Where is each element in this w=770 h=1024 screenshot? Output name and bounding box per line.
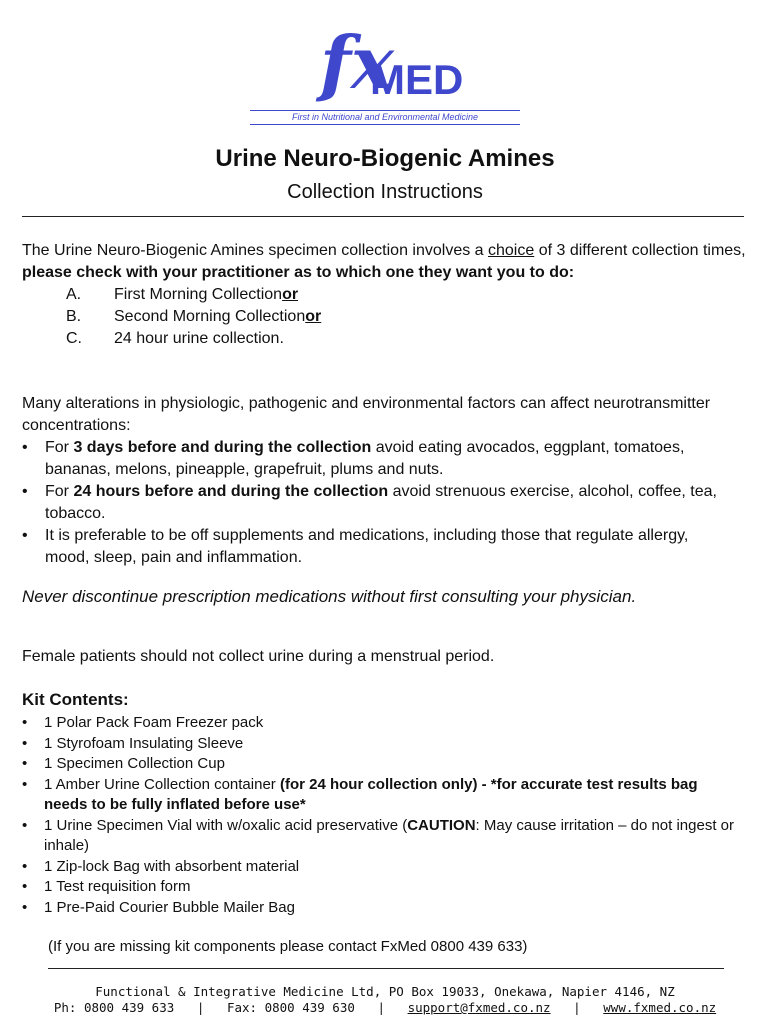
- female-note: Female patients should not collect urine during a menstrual period.: [22, 648, 495, 665]
- option-text: First Morning Collection: [114, 286, 283, 303]
- item-text: : May cause irritation – do not ingest or inhale): [44, 816, 735, 854]
- list-item: [22, 437, 747, 481]
- footer-phone: Ph: 0800 439 633: [53, 1000, 175, 1015]
- footer-address: Functional & Integrative Medicine Ltd, PO Box 19033, Onekawa, Napier 4146, NZ: [95, 984, 675, 999]
- intro-choice: choice: [488, 242, 535, 259]
- missing-kit-note: (If you are missing kit components please contact FxMed 0800 439 633): [48, 938, 528, 955]
- intro-text-1: The Urine Neuro-Biogenic Amines specimen collection involves a: [22, 242, 488, 259]
- logo-brand: MED: [370, 56, 464, 103]
- collection-options: [66, 284, 321, 350]
- list-item: [22, 898, 747, 919]
- item-text: avoid strenuous exercise, alcohol, coffee, tea, tobacco.: [45, 483, 717, 522]
- email-link[interactable]: support@fxmed.co.nz: [407, 1000, 551, 1015]
- footer-divider: [48, 968, 724, 969]
- item-text: For: [45, 483, 74, 500]
- intro-paragraph: [22, 240, 752, 284]
- list-item: [22, 481, 747, 525]
- kit-list: [22, 713, 747, 918]
- page-subtitle: Collection Instructions: [287, 181, 483, 203]
- list-item: [22, 754, 747, 775]
- item-bold: (for 24 hour collection only) - *for accurate test results bag needs to be fully inflated before use*: [44, 775, 698, 813]
- tagline: First in Nutritional and Environmental Medicine: [291, 112, 479, 122]
- option-or: or: [305, 308, 322, 325]
- option-letter: B.: [66, 308, 82, 325]
- item-text: 1 Zip-lock Bag with absorbent material: [44, 857, 300, 875]
- item-bold: 3 days before and during the collection: [73, 439, 372, 456]
- item-text: 1 Specimen Collection Cup: [44, 755, 225, 772]
- item-bold: CAUTION: [407, 816, 476, 834]
- item-text: It is preferable to be off supplements and medications, including those that regulate allergy, mood, sleep, pain and inflammation.: [45, 527, 689, 566]
- option-a: [66, 284, 321, 306]
- footer-separator: |: [377, 1000, 385, 1015]
- item-bold: 24 hours before and during the collection: [73, 483, 389, 500]
- footer-contact: [0, 1000, 770, 1015]
- option-letter: A.: [66, 286, 82, 303]
- option-text: 24 hour urine collection.: [114, 330, 284, 347]
- title-divider: [22, 216, 744, 217]
- list-item: [22, 734, 747, 755]
- list-item: [22, 525, 747, 569]
- footer-separator: |: [573, 1000, 581, 1015]
- option-c: [66, 328, 321, 350]
- footer-separator: |: [196, 1000, 205, 1015]
- list-item: [22, 816, 747, 857]
- kit-heading: Kit Contents:: [22, 690, 129, 709]
- option-letter: C.: [66, 330, 82, 347]
- option-text: Second Morning Collection: [114, 308, 306, 325]
- item-text: 1 Amber Urine Collection container: [44, 775, 280, 793]
- website-link[interactable]: www.fxmed.co.nz: [603, 1000, 717, 1015]
- alterations-list: [22, 437, 747, 569]
- list-item: [22, 857, 747, 878]
- option-or: or: [282, 286, 299, 303]
- item-text: avoid eating avocados, eggplant, tomatoes, bananas, melons, pineapple, grapefruit, plums and nuts.: [45, 439, 685, 478]
- logo-mark: fx: [320, 20, 394, 105]
- item-text: 1 Pre-Paid Courier Bubble Mailer Bag: [44, 898, 295, 916]
- warning-text: Never discontinue prescription medications without first consulting your physician.: [22, 587, 637, 606]
- list-item: [22, 877, 747, 898]
- intro-text-2: of 3 different collection times,: [534, 242, 746, 259]
- item-text: 1 Urine Specimen Vial with w/oxalic acid preservative (: [44, 816, 408, 834]
- list-item: [22, 713, 747, 734]
- page-title: Urine Neuro-Biogenic Amines: [215, 145, 555, 172]
- option-b: [66, 306, 321, 328]
- footer-fax: Fax: 0800 439 630: [226, 1000, 355, 1015]
- item-text: 1 Polar Pack Foam Freezer pack: [44, 714, 264, 731]
- alterations-intro: Many alterations in physiologic, pathogenic and environmental factors can affect neurotransmitter concentrations:: [22, 395, 711, 434]
- logo-rule-top: [250, 110, 520, 111]
- list-item: [22, 775, 747, 816]
- intro-bold: please check with your practitioner as to which one they want you to do:: [22, 264, 575, 281]
- item-text: 1 Test requisition form: [44, 878, 191, 895]
- logo-rule-bottom: [250, 124, 520, 125]
- item-text: 1 Styrofoam Insulating Sleeve: [44, 734, 244, 752]
- item-text: For: [45, 439, 74, 456]
